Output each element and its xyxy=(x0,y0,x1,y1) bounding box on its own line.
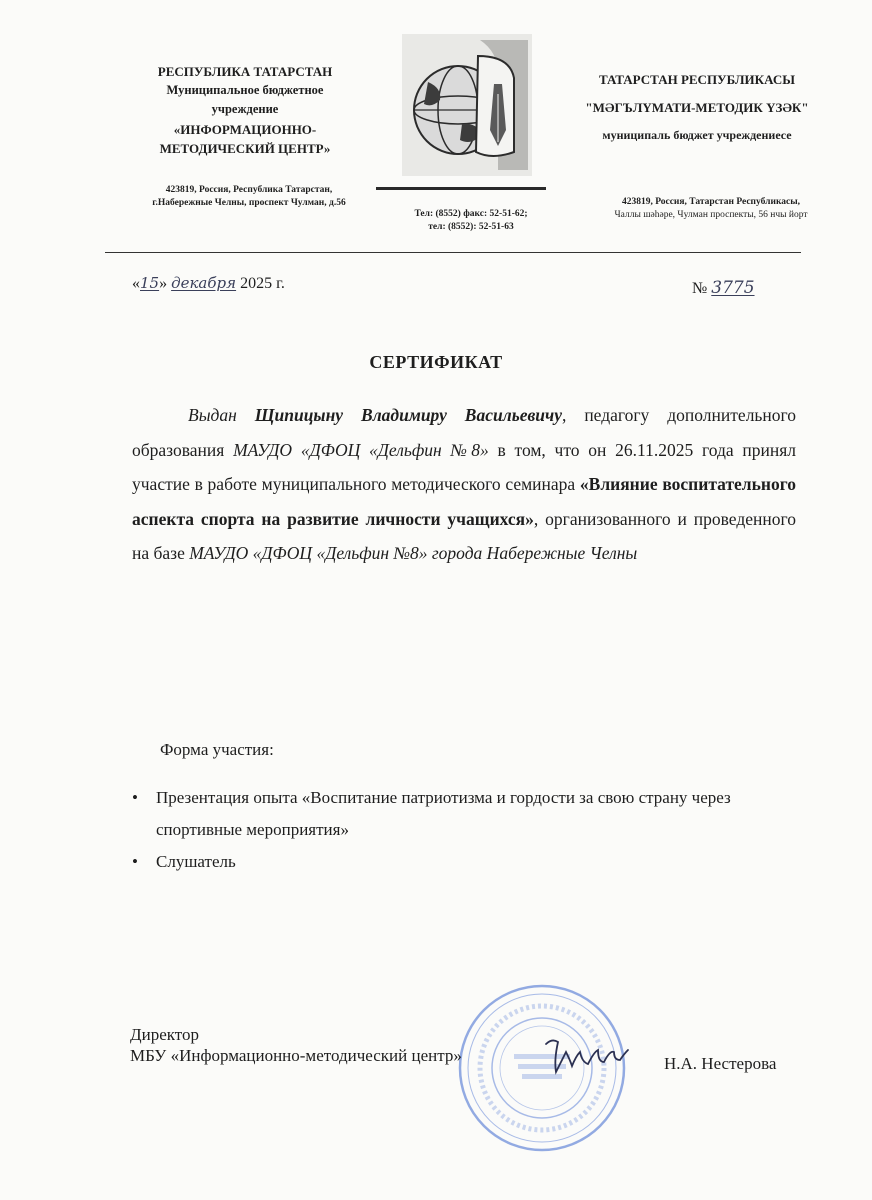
number-value: 3775 xyxy=(711,278,755,298)
signatory-name: Н.А. Нестерова xyxy=(664,1054,777,1073)
date-month: декабря xyxy=(171,274,237,292)
seminar-title: «Влияние воспитательного аспекта спорта на развитие личности учащихся» xyxy=(132,474,796,529)
page-title: СЕРТИФИКАТ xyxy=(369,352,503,372)
date-year: 2025 г. xyxy=(240,275,285,292)
participation-text: в том, что он 26.11.2025 года принял участие в работе муниципального методического семинара xyxy=(132,439,796,494)
organized-text: , организованного и проведенного на базе xyxy=(132,508,796,563)
phone: тел: (8552): 52-51-63 xyxy=(428,222,514,232)
document-number xyxy=(692,278,755,298)
address-ru-1: 423819, Россия, Республика Татарстан, xyxy=(165,185,333,195)
recipient-organization: МАУДО «ДФОЦ «Дельфин №8» xyxy=(233,439,489,460)
letterhead-left-address xyxy=(118,184,380,210)
number-prefix: № xyxy=(692,280,708,297)
letterhead-right-address xyxy=(580,196,842,222)
address-ru-2: г.Набережные Челны, проспект Чулман, д.56 xyxy=(152,198,346,208)
date-open-quote: « xyxy=(132,275,140,292)
phone-fax: Тел: (8552) факс: 52-51-62; xyxy=(414,209,528,219)
logo-divider xyxy=(376,187,546,190)
org-type-ru-1: Муниципальное бюджетное xyxy=(166,83,324,97)
letterhead-rule xyxy=(105,252,801,253)
org-name-tt: "МӘГЪЛҮМАТИ-МЕТОДИК ҮЗӘК" xyxy=(585,100,809,115)
date-day: 15 xyxy=(140,274,160,292)
date-close-quote: » xyxy=(159,275,168,292)
republic-tt: ТАТАРСТАН РЕСПУБЛИКАСЫ xyxy=(599,72,795,87)
letterhead-contacts xyxy=(386,208,556,234)
recipient-role: , педагогу дополнительного образования xyxy=(132,405,797,460)
republic-ru: РЕСПУБЛИКА ТАТАРСТАН xyxy=(157,64,333,79)
letterhead-left xyxy=(120,62,370,158)
document-date xyxy=(132,274,285,293)
address-tt-2: Чаллы шәһәре, Чулман проспекты, 56 нчы йорт xyxy=(614,210,808,220)
recipient-name: Щипицыну Владимиру Васильевичу xyxy=(254,405,562,425)
position-line-2: МБУ «Информационно-методический центр» xyxy=(130,1046,462,1065)
participation-label: Форма участия: xyxy=(160,740,274,759)
address-tt-1: 423819, Россия, Татарстан Республикасы, xyxy=(621,197,801,207)
globe-pen-logo-icon xyxy=(402,34,532,176)
org-type-tt: муниципаль бюджет учреждениесе xyxy=(602,128,792,142)
list-item: • Слушатель xyxy=(132,846,812,878)
issued-word: Выдан xyxy=(188,405,237,425)
letterhead-right xyxy=(566,66,828,144)
participation-list xyxy=(132,782,812,878)
org-name-ru-2: МЕТОДИЧЕСКИЙ ЦЕНТР» xyxy=(159,141,331,156)
certificate-body xyxy=(132,398,796,571)
venue: МАУДО «ДФОЦ «Дельфин №8» города Набережные Челны xyxy=(189,543,638,563)
org-name-ru-1: «ИНФОРМАЦИОННО- xyxy=(173,122,317,137)
list-item: • Презентация опыта «Воспитание патриотизма и гордости за свою страну через спортивные мероприятия» xyxy=(132,782,812,846)
position-line-1: Директор xyxy=(130,1025,199,1044)
org-type-ru-2: учреждение xyxy=(211,102,279,116)
signatory-position xyxy=(130,1024,462,1066)
handwritten-signature-icon xyxy=(540,1030,630,1080)
